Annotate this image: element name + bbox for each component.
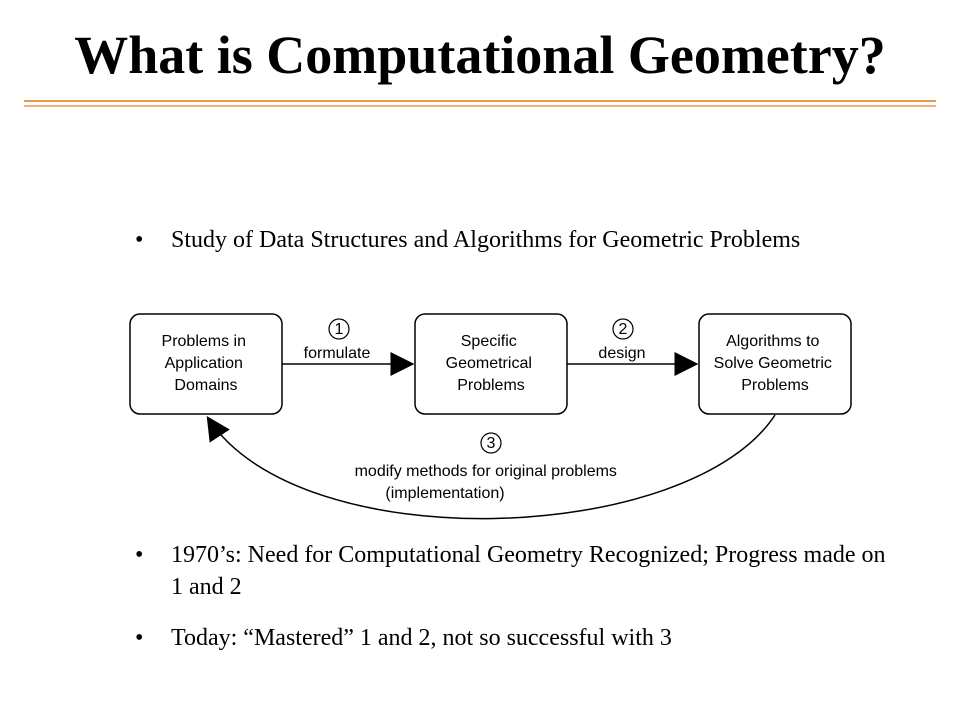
bullet-text: Study of Data Structures and Algorithms for Geometric Problems: [171, 227, 801, 253]
bullet-marker: •: [135, 227, 144, 253]
box-line: Solve Geometric: [713, 355, 832, 372]
edge-label: modify methods for original problems: [354, 463, 617, 480]
svg-text:modify methods for original pr: [355, 463, 622, 502]
edge-implementation-feedback: [208, 415, 775, 519]
bullet-marker: •: [135, 625, 144, 651]
slide-title: What is Computational Geometry?: [74, 25, 886, 85]
box-line: Geometrical: [445, 355, 532, 372]
box-geometrical-problems: [415, 314, 567, 414]
bullet-item: [135, 622, 895, 654]
box-line: Application: [164, 355, 243, 372]
bullet-marker: •: [135, 542, 144, 568]
edge-label: design: [598, 345, 646, 362]
box-line: Problems: [457, 377, 525, 394]
edge-formulate: [282, 319, 412, 364]
svg-text:Problems in Application: [162, 333, 251, 394]
bullet-text: 1970’s: Need for Computational Geometry Recognized; Progress made on 1 and 2: [171, 542, 886, 600]
bullet-text: Today: “Mastered” 1 and 2, not so successful with 3: [171, 625, 672, 651]
box-algorithms: [699, 314, 851, 414]
step-number: 3: [486, 435, 496, 452]
step-number: 1: [334, 321, 344, 338]
box-application-domains: [130, 314, 282, 414]
box-line: Algorithms to: [726, 333, 820, 350]
box-line: Specific: [460, 333, 517, 350]
box-line: Domains: [174, 377, 238, 394]
edge-label: (implementation): [385, 485, 505, 502]
bullet-item: [135, 539, 895, 603]
box-line: Problems: [741, 377, 809, 394]
box-line: Problems in: [161, 333, 247, 350]
edge-label: formulate: [303, 345, 371, 362]
edge-design: [567, 319, 696, 364]
step-number: 2: [618, 321, 628, 338]
